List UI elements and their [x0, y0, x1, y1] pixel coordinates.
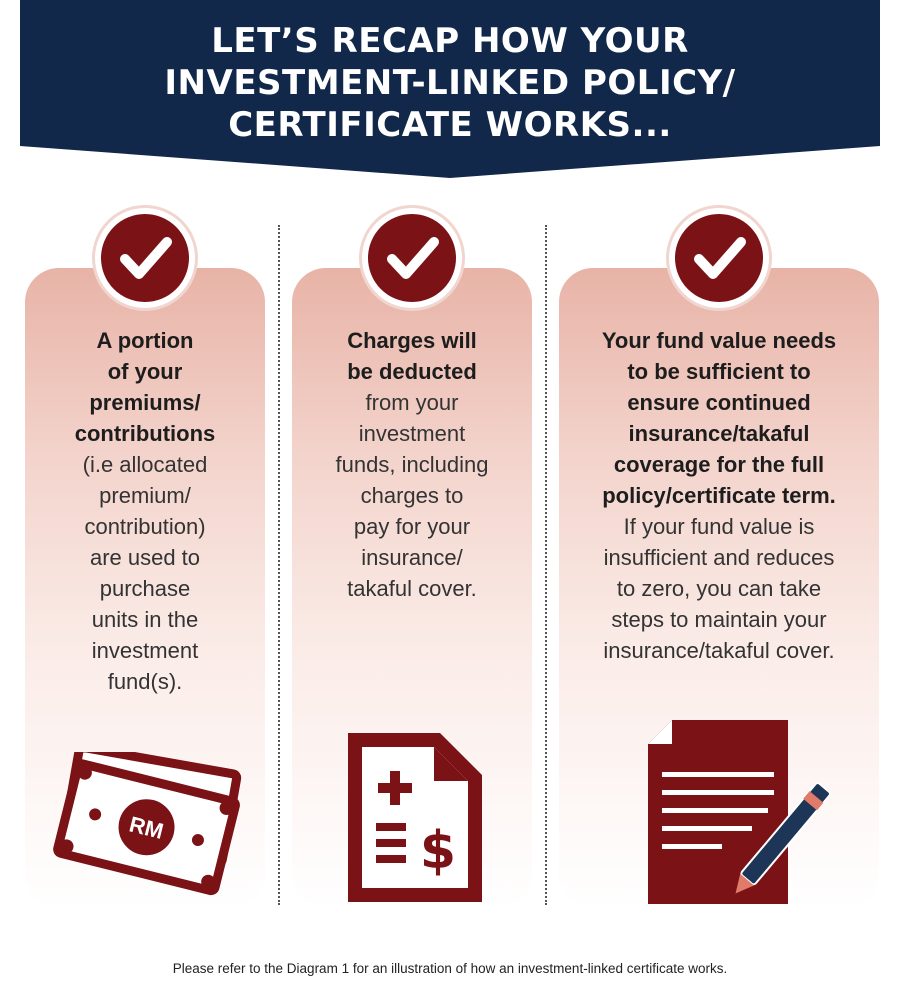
card-1-bold-line: premiums/ [89, 390, 201, 415]
card-3-line: steps to maintain your [611, 607, 827, 632]
card-3-line: If your fund value is [623, 514, 815, 539]
card-1-line: units in the [91, 607, 199, 632]
money-notes-icon [48, 752, 248, 912]
card-2-line: insurance/ [361, 545, 463, 570]
title-line-3: CERTIFICATE WORKS... [228, 105, 672, 145]
card-3-bold-line: Your fund value needs [601, 328, 837, 353]
footer-note: Please refer to the Diagram 1 for an illustration of how an investment-linked certificate works. [172, 961, 728, 976]
document-pen-icon [640, 712, 830, 912]
checkmark-icon [362, 208, 462, 308]
card-2-line: takaful cover. [347, 576, 477, 601]
document-charges-icon [340, 725, 490, 910]
card-2-line: from your [365, 390, 459, 415]
checkmark-icon [95, 208, 195, 308]
svg-text:$: $ [419, 821, 457, 881]
card-3-bold-line: ensure continued [627, 390, 811, 415]
card-3-line: insufficient and reduces [603, 545, 835, 570]
card-2-bold-line: Charges will [347, 328, 477, 353]
card-1-line: purchase [99, 576, 191, 601]
card-1-line: (i.e allocated [82, 452, 208, 477]
card-2-text [292, 325, 532, 604]
card-1-line: investment [91, 638, 199, 663]
card-1-line: fund(s). [107, 669, 183, 694]
card-3-bold-line: policy/certificate term. [602, 483, 836, 508]
card-3-bold-line: to be sufficient to [627, 359, 811, 384]
card-1-bold-line: contributions [74, 421, 216, 446]
title-line-1: LET’S RECAP HOW YOUR [211, 21, 689, 61]
card-1-line: contribution) [84, 514, 206, 539]
card-3-line: to zero, you can take [616, 576, 822, 601]
rm-label: RM [126, 811, 167, 844]
checkmark-icon [669, 208, 769, 308]
column-divider-1 [278, 225, 280, 905]
card-3-line: insurance/takaful cover. [603, 638, 835, 663]
card-2-line: pay for your [353, 514, 471, 539]
card-2-line: funds, including [335, 452, 489, 477]
card-2-line: charges to [360, 483, 464, 508]
card-1-line: are used to [89, 545, 201, 570]
card-1-line: premium/ [99, 483, 191, 508]
card-3-bold-line: insurance/takaful [628, 421, 810, 446]
card-3-bold-line: coverage for the full [613, 452, 825, 477]
header-banner [20, 0, 880, 178]
title-line-2: INVESTMENT-LINKED POLICY/ [164, 63, 736, 103]
card-1-bold-line: A portion [96, 328, 194, 353]
page-title [20, 20, 880, 146]
card-2-line: investment [358, 421, 466, 446]
card-1-text [25, 325, 265, 697]
card-2-bold-line: be deducted [347, 359, 477, 384]
card-1-bold-line: of your [107, 359, 183, 384]
card-3-text [559, 325, 879, 666]
column-divider-2 [545, 225, 547, 905]
